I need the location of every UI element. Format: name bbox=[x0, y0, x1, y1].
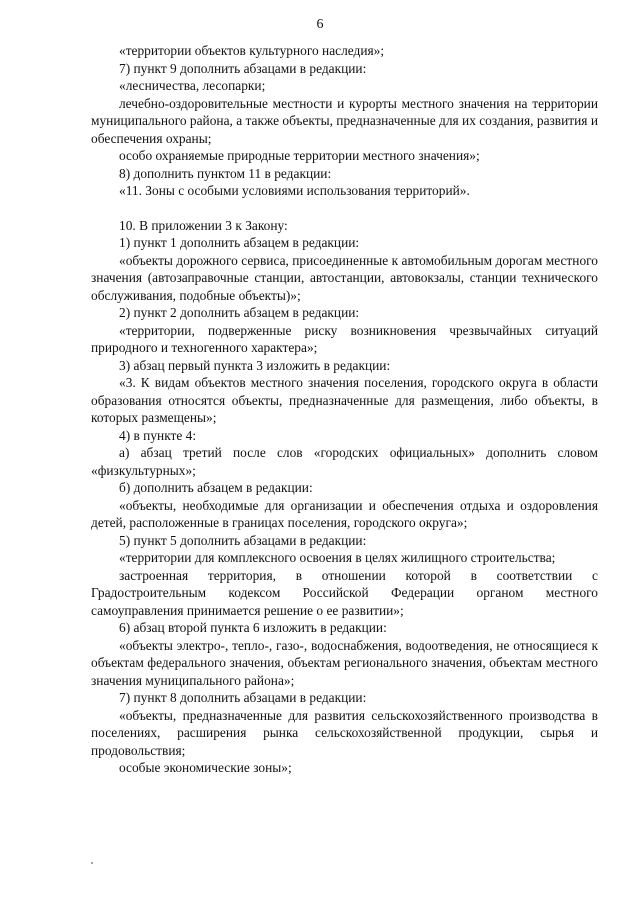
paragraph: «объекты электро-, тепло-, газо-, водоснабжения, водоотведения, не относящиеся к объектам федерального значения, объектам регионального значения, объектам местного значения муниципального района»; bbox=[91, 637, 598, 688]
document-body bbox=[91, 42, 598, 777]
paragraph: «лесничества, лесопарки; bbox=[119, 78, 266, 93]
paragraph: «территории объектов культурного наследия»; bbox=[119, 43, 385, 58]
paragraph: а) абзац третий после слов «городских официальных» дополнить словом «физкультурных»; bbox=[91, 445, 598, 478]
paragraph: 6) абзац второй пункта 6 изложить в редакции: bbox=[119, 620, 387, 635]
paragraph: б) дополнить абзацем в редакции: bbox=[119, 480, 313, 495]
paragraph: 2) пункт 2 дополнить абзацем в редакции: bbox=[119, 305, 360, 320]
scan-speck bbox=[91, 862, 93, 864]
paragraph: 4) в пункте 4: bbox=[119, 427, 197, 443]
paragraph: «объекты, предназначенные для развития сельскохозяйственного производства в поселениях, расширения рынка сельскохозяйственной продукции, сырья и продовольствия; bbox=[91, 707, 598, 758]
page-number: 6 bbox=[316, 17, 324, 32]
paragraph: «территории для комплексного освоения в целях жилищного строительства; bbox=[119, 550, 556, 565]
spacer bbox=[91, 200, 598, 217]
paragraph: «11. Зоны с особыми условиями использования территорий». bbox=[119, 183, 470, 198]
paragraph: 1) пункт 1 дополнить абзацем в редакции: bbox=[119, 235, 360, 250]
paragraph: 7) пункт 8 дополнить абзацами в редакции: bbox=[119, 690, 367, 705]
paragraph: 5) пункт 5 дополнить абзацами в редакции: bbox=[119, 532, 367, 548]
paragraph: 3) абзац первый пункта 3 изложить в редакции: bbox=[119, 357, 391, 373]
paragraph: 7) пункт 9 дополнить абзацами в редакции: bbox=[119, 60, 367, 76]
paragraph: «3. К видам объектов местного значения поселения, городского округа в области образования относятся объекты, предназначенные для размещения, либо объекты, в которых размещены»; bbox=[91, 375, 598, 425]
paragraph: 10. В приложении 3 к Закону: bbox=[119, 217, 288, 233]
paragraph: застроенная территория, в отношении которой в соответствии с Градостроительным кодексом Российской Федерации органом местного самоуправления принимается решение о ее развитии»; bbox=[91, 567, 598, 618]
paragraph: особо охраняемые природные территории местного значения»; bbox=[119, 148, 480, 163]
paragraph: особые экономические зоны»; bbox=[119, 760, 292, 775]
paragraph: лечебно-оздоровительные местности и курорты местного значения на территории муниципального района, а также объекты, предназначенные для их создания, развития и обеспечения охраны; bbox=[91, 95, 598, 146]
paragraph: «территории, подверженные риску возникновения чрезвычайных ситуаций природного и техногенного характера»; bbox=[91, 322, 598, 355]
paragraph: «объекты, необходимые для организации и обеспечения отдыха и оздоровления детей, расположенные в границах поселения, городского округа»; bbox=[91, 497, 598, 530]
paragraph: 8) дополнить пунктом 11 в редакции: bbox=[119, 165, 332, 181]
paragraph: «объекты дорожного сервиса, присоединенные к автомобильным дорогам местного значения (автозаправочные станции, автостанции, автовокзалы, станции технического обслуживания, подобные объекты)»; bbox=[91, 252, 598, 303]
